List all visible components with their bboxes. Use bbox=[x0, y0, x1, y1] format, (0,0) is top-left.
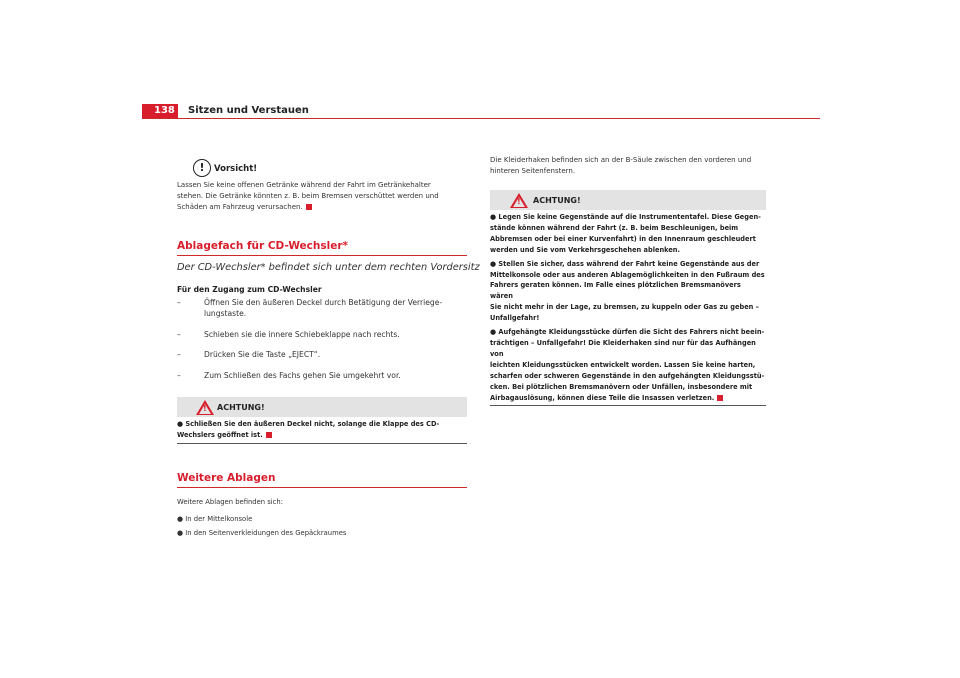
step-item: – Öffnen Sie den äußeren Deckel durch Betätigung der Verriege- lungstaste. bbox=[177, 298, 443, 318]
warning-box-coat-hooks bbox=[490, 190, 766, 406]
warning-header bbox=[177, 397, 467, 417]
end-of-section-mark bbox=[266, 432, 272, 438]
bullet-icon: ● bbox=[177, 420, 184, 428]
warning-exclamation-mark: ! bbox=[203, 404, 207, 413]
exclamation-circle-icon: ! bbox=[193, 159, 211, 177]
warning-bottom-rule bbox=[177, 443, 467, 444]
section-divider bbox=[177, 487, 467, 488]
header-divider bbox=[142, 118, 820, 119]
coat-hook-intro: Die Kleiderhaken befinden sich an der B-Säule zwischen den vorderen und hinteren Seitenfenstern. bbox=[490, 156, 752, 175]
step-item: – Zum Schließen des Fachs gehen Sie umgekehrt vor. bbox=[177, 371, 401, 380]
warning-body: ● Legen Sie keine Gegenstände auf die Instrumententafel. Diese Gegen- stände können während der Fahrt (z. B. beim Beschleunigen, beim Abbremsen oder bei einer Kurvenfahrt) in den Innenraum geschleudert werden und Sie vom Verkehrsgeschehen ablenken. ● Stellen Sie sicher, dass während der Fahrt keine Gegenstände aus der Mittelkonsole oder aus anderen Ablagemöglichkeiten in den Fußraum des Fahrers geraten können. Im Falle eines plötzlichen Bremsmanövers wären Sie nicht mehr in der Lage, zu bremsen, zu kuppeln oder Gas zu geben – Unfallgefahr! ● Aufgehängte Kleidungsstücke dürfen die Sicht des Fahrers nicht beein- trächtigen – Unfallgefahr! Die Kleiderhaken sind nur für das Aufhängen von leichten Kleidungsstücken entwickelt worden. Lassen Sie keine harten, scharfen oder schweren Gegenstände in den aufgehängten Kleidungsstü- cken. Bei plötzlichen Bremsmanövern oder Unfällen, insbesondere mit Airbagauslösung, können diese Teile die Insassen verletzen. bbox=[490, 213, 765, 402]
end-of-section-mark bbox=[306, 204, 312, 210]
notice-text bbox=[177, 180, 439, 213]
list-item: ● In den Seitenverkleidungen des Gepäckraumes bbox=[177, 529, 347, 537]
section-heading-cd-changer: Ablagefach für CD-Wechsler* bbox=[177, 240, 349, 252]
section-subheading: Der CD-Wechsler* befindet sich unter dem rechten Vordersitz bbox=[177, 262, 480, 273]
bullet-icon: ● bbox=[490, 213, 497, 221]
bullet-icon: ● bbox=[490, 259, 497, 268]
end-of-section-mark bbox=[717, 395, 723, 401]
list-item: ● In der Mittelkonsole bbox=[177, 515, 253, 523]
warning-header bbox=[490, 190, 766, 210]
bullet-icon: ● bbox=[490, 328, 497, 337]
warning-body: ● Schließen Sie den äußeren Deckel nicht, solange die Klappe des CD- Wechslers geöffnet ist. bbox=[177, 420, 440, 439]
step-item: – Drücken Sie die Taste „EJECT“. bbox=[177, 350, 321, 359]
warning-box-cd-changer bbox=[177, 397, 467, 444]
step-item: – Schieben sie die innere Schiebeklappe nach rechts. bbox=[177, 330, 400, 339]
storage-intro: Weitere Ablagen befinden sich: bbox=[177, 498, 284, 506]
running-header-title: Sitzen und Verstauen bbox=[188, 105, 309, 116]
page-number: 138 bbox=[142, 104, 178, 118]
warning-bottom-rule bbox=[490, 405, 766, 406]
warning-title: ACHTUNG! bbox=[217, 403, 265, 412]
bullet-icon: ● bbox=[177, 515, 184, 523]
access-label: Für den Zugang zum CD-Wechsler bbox=[177, 285, 322, 294]
bullet-icon: ● bbox=[177, 529, 184, 537]
notice-line: Lassen Sie keine offenen Getränke während der Fahrt im Getränkehalter bbox=[177, 181, 431, 189]
notice-line: stehen. Die Getränke könnten z. B. beim Bremsen verschüttet werden und bbox=[177, 192, 439, 200]
notice-title: Vorsicht! bbox=[214, 164, 258, 174]
notice-line: Schäden am Fahrzeug verursachen. bbox=[177, 202, 439, 213]
warning-title: ACHTUNG! bbox=[533, 196, 581, 205]
section-heading-storage: Weitere Ablagen bbox=[177, 472, 276, 484]
section-divider bbox=[177, 255, 467, 256]
warning-exclamation-mark: ! bbox=[517, 197, 521, 206]
